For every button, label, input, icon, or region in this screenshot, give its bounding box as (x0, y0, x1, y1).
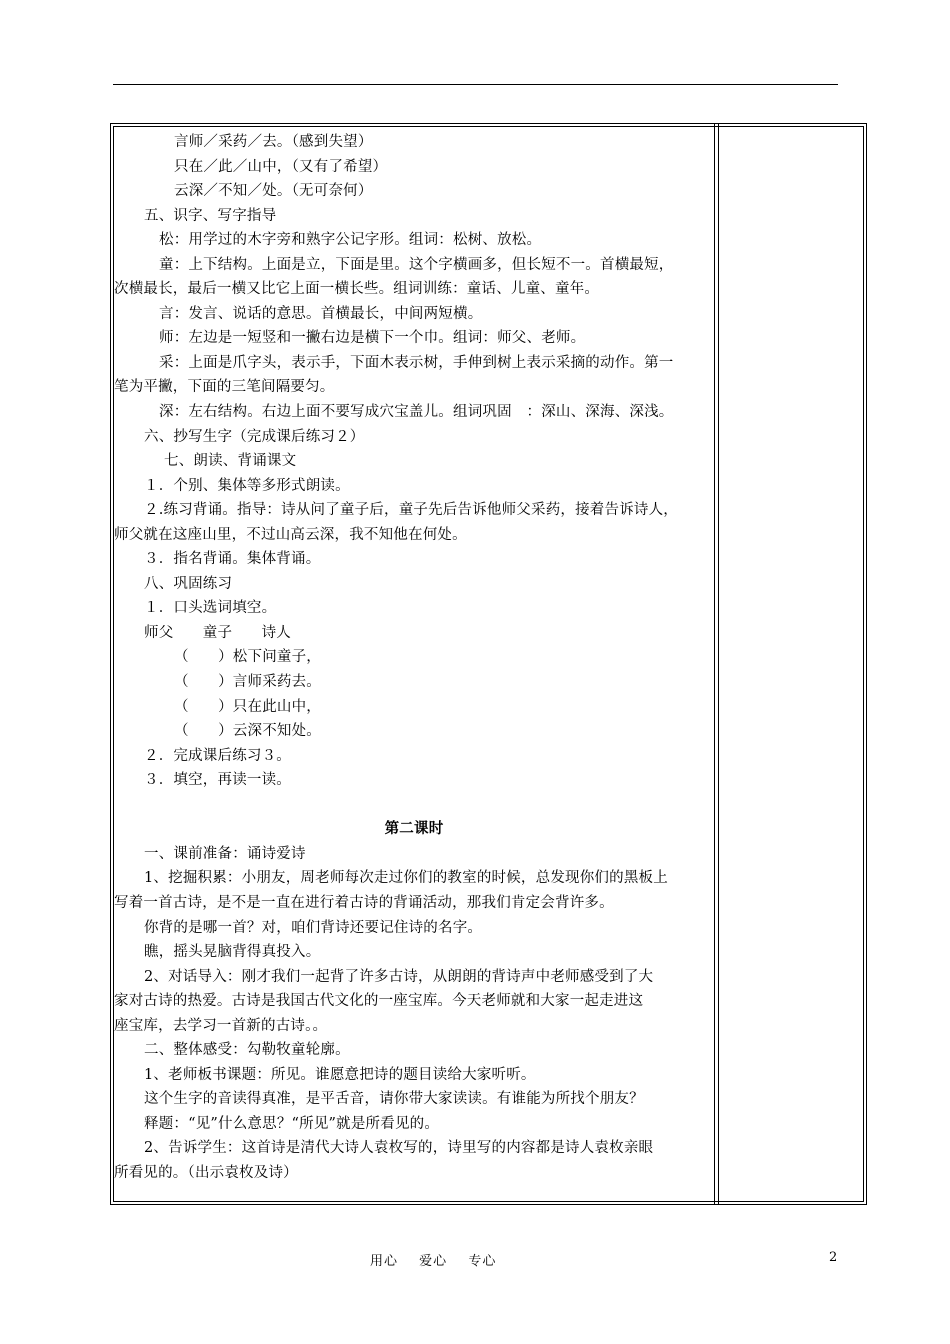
text-line: 1、挖掘积累：小朋友，周老师每次走过你们的教室的时候，总发现你们的黑板上 (144, 870, 668, 887)
text-line: １．个别、集体等多形式朗读。 (144, 477, 350, 494)
text-line: 座宝库，去学习一首新的古诗。。 (114, 1017, 328, 1034)
text-line: 笔为平撇，下面的三笔间隔要匀。 (114, 379, 335, 396)
text-line: ２．完成课后练习３。 (144, 747, 291, 764)
text-line: 七、朗读、背诵课文 (164, 453, 297, 470)
text-line: 瞧，摇头晃脑背得真投入。 (144, 944, 321, 961)
text-line: 采：上面是爪字头，表示手，下面木表示树，手伸到树上表示采摘的动作。第一 (159, 354, 674, 371)
lesson-content (114, 130, 714, 1186)
text-line: ３．指名背诵。集体背诵。 (144, 551, 321, 568)
text-line: 一、课前准备：诵诗爱诗 (144, 845, 306, 862)
column-divider (718, 123, 719, 1205)
text-line: ２.练习背诵。指导：诗从问了童子后，童子先后告诉他师父采药，接着告诉诗人， (144, 502, 679, 519)
text-line: 你背的是哪一首？对，咱们背诗还要记住诗的名字。 (144, 919, 483, 936)
text-line: 深：左右结构。右边上面不要写成穴宝盖儿。组词巩固 ：深山、深海、深浅。 (159, 404, 674, 421)
text-line: 所看见的。（出示袁枚及诗） (114, 1164, 298, 1181)
text-line: 云深／不知／处。（无可奈何） (174, 183, 373, 200)
text-line: 八、巩固练习 (144, 575, 233, 592)
text-line: 言：发言、说话的意思。首横最长，中间两短横。 (159, 305, 483, 322)
text-line: （ ）松下问童子， (174, 649, 321, 666)
text-line: ３．填空，再读一读。 (144, 772, 291, 789)
text-line: 次横最长，最后一横又比它上面一横长些。组词训练：童话、儿童、童年。 (114, 281, 600, 298)
footer-motto-word: 专心 (468, 1254, 497, 1269)
text-line: 释题：“见”什么意思？“所见”就是所看见的。 (144, 1115, 440, 1132)
text-line: 1、老师板书课题：所见。谁愿意把诗的题目读给大家听听。 (144, 1066, 536, 1083)
text-line: 松：用学过的木字旁和熟字公记字形。组词：松树、放松。 (159, 232, 542, 249)
lesson-part-two (114, 842, 714, 1186)
text-line: 只在／此／山中，（又有了希望） (174, 158, 388, 175)
header-rule (113, 84, 838, 85)
section-title: 第二课时 (384, 820, 444, 838)
text-line: 六、抄写生字（完成课后练习２） (144, 428, 365, 445)
text-line: 五、识字、写字指导 (144, 207, 277, 224)
text-line: 这个生字的音读得真准，是平舌音，请你带大家读读。有谁能为所找个朋友？ (144, 1091, 644, 1108)
footer-motto-word: 用心 (370, 1254, 399, 1269)
lesson-part-one (114, 130, 714, 793)
text-line: （ ）云深不知处。 (174, 723, 321, 740)
text-line: 家对古诗的热爱。古诗是我国古代文化的一座宝库。今天老师就和大家一起走进这 (114, 993, 644, 1010)
text-line: 师父就在这座山里，不过山高云深，我不知他在何处。 (114, 526, 467, 543)
text-line: 2、告诉学生：这首诗是清代大诗人袁枚写的，诗里写的内容都是诗人袁枚亲眼 (144, 1140, 654, 1157)
text-line: 师：左边是一短竖和一撇右边是横下一个巾。组词：师父、老师。 (159, 330, 586, 347)
page-number: 2 (829, 1250, 838, 1265)
text-line: １．口头选词填空。 (144, 600, 277, 617)
footer-motto-word: 爱心 (419, 1254, 448, 1269)
footer-motto (370, 1250, 512, 1269)
text-line: （ ）只在此山中， (174, 698, 321, 715)
text-line: 写着一首古诗，是不是一直在进行着古诗的背诵活动，那我们肯定会背许多。 (114, 894, 614, 911)
text-line: 二、整体感受：勾勒牧童轮廓。 (144, 1042, 350, 1059)
blank-line (114, 793, 714, 818)
text-line: （ ）言师采药去。 (174, 674, 321, 691)
text-line: 师父 童子 诗人 (144, 624, 291, 641)
text-line: 言师／采药／去。（感到失望） (174, 134, 373, 150)
column-divider (714, 123, 715, 1205)
text-line: 童：上下结构。上面是立，下面是里。这个字横画多，但长短不一。首横最短， (159, 256, 674, 273)
text-line: 2、对话导入：刚才我们一起背了许多古诗，从朗朗的背诗声中老师感受到了大 (144, 968, 654, 985)
